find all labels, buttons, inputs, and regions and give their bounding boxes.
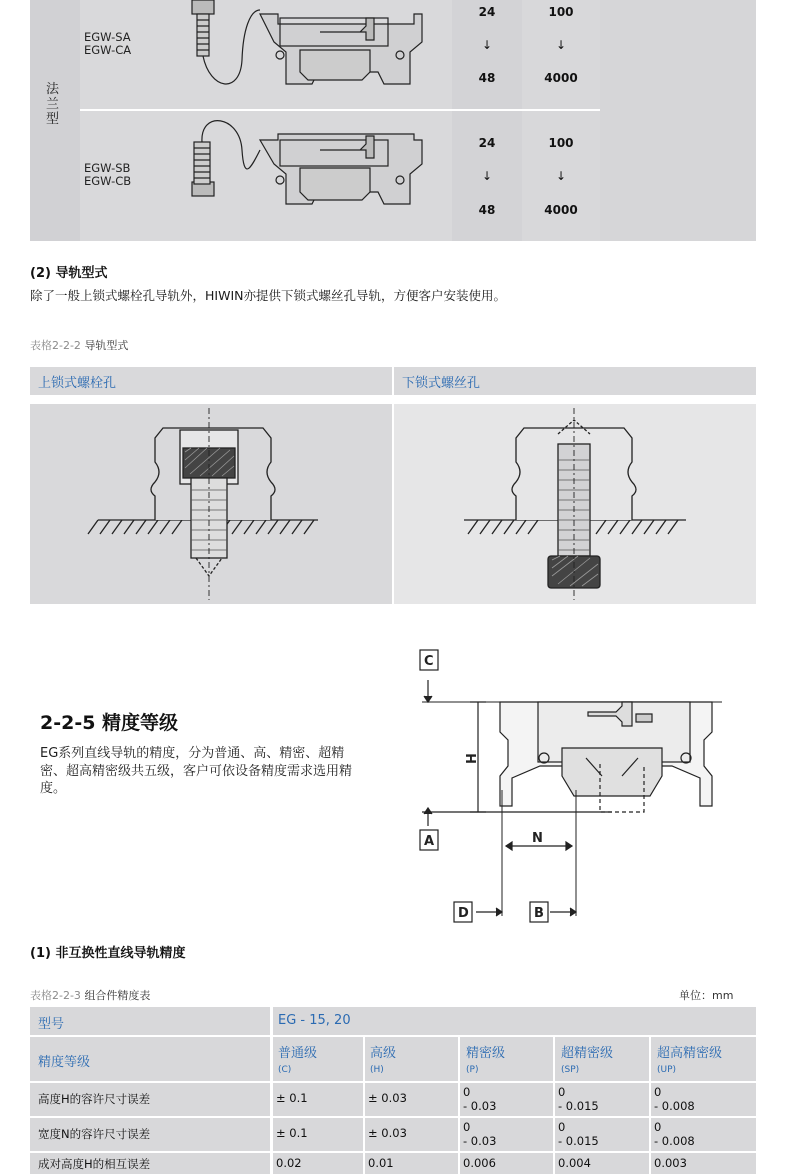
cell-value: 0 - 0.008	[654, 1085, 695, 1113]
grade-code: (C)	[278, 1065, 292, 1075]
grade-name: 高级	[370, 1046, 397, 1061]
range-arrow: ↓	[555, 169, 567, 183]
model-value: EG - 15, 20	[278, 1013, 351, 1028]
diagram-label-h: H	[465, 753, 480, 764]
precision-section-title: 2-2-5 精度等级	[40, 712, 179, 734]
model-label: EGW-CA	[84, 43, 132, 57]
rail-type-description: 除了一般上锁式螺栓孔导轨外，HIWIN亦提供下锁式螺丝孔导轨，方便客户安装使用。	[30, 288, 506, 303]
flange-block-drawings	[180, 0, 440, 240]
column-divider	[553, 1037, 555, 1174]
rail-header-left-label: 上锁式螺栓孔	[38, 376, 117, 391]
grade-code: (SP)	[561, 1065, 580, 1075]
range-value: 4000	[544, 71, 578, 85]
range-arrow: ↓	[481, 169, 493, 183]
rail-header-right	[394, 367, 756, 395]
cell-value: 0.003	[654, 1156, 687, 1170]
range-value: 24	[478, 136, 496, 150]
caption-title: 导轨型式	[84, 339, 129, 352]
grade-name: 超高精密级	[657, 1046, 723, 1061]
diagram-label-b: B	[534, 906, 544, 921]
rail-header-right-label: 下锁式螺丝孔	[402, 376, 481, 391]
caption-number: 表格2-2-2	[30, 339, 81, 352]
rail-type-heading: (2) 导轨型式	[30, 266, 108, 281]
grade-name: 精密级	[466, 1046, 506, 1061]
cell-value: 0 - 0.03	[463, 1120, 497, 1148]
top-lock-rail-drawing	[30, 404, 392, 604]
rail-header-left	[30, 367, 392, 395]
grade-code: (H)	[370, 1065, 384, 1075]
range-arrow: ↓	[481, 38, 493, 52]
grade-name: 超精密级	[561, 1046, 614, 1061]
cell-value: 0 - 0.015	[558, 1120, 599, 1148]
grade-name: 普通级	[278, 1046, 318, 1061]
grade-header: 精度等级	[38, 1055, 91, 1070]
diagram-label-c: C	[424, 654, 434, 669]
column-divider	[649, 1037, 651, 1174]
cell-value: 0 - 0.008	[654, 1120, 695, 1148]
model-label: EGW-CB	[84, 174, 132, 188]
row-label: 宽度N的容许尺寸误差	[38, 1127, 151, 1141]
cell-value: 0 - 0.015	[558, 1085, 599, 1113]
grade-code: (UP)	[657, 1065, 677, 1075]
model-header: 型号	[38, 1017, 65, 1032]
diagram-label-n: N	[532, 831, 543, 846]
model-label: EGW-SB	[84, 161, 131, 175]
table-row	[30, 1007, 756, 1035]
column-divider	[270, 1007, 273, 1174]
cell-value: ± 0.1	[276, 1126, 308, 1140]
unit-label: 单位：mm	[679, 989, 734, 1002]
cell-value: ± 0.03	[368, 1126, 407, 1140]
precision-dimension-diagram	[410, 640, 730, 935]
column-divider	[458, 1037, 460, 1174]
top-lock-rail-image	[30, 404, 392, 604]
flange-type-label: 法兰型	[46, 82, 60, 127]
cell-value: 0.004	[558, 1156, 591, 1170]
cell-value: 0 - 0.03	[463, 1085, 497, 1113]
range-value: 48	[478, 203, 496, 217]
caption-number: 表格2-2-3	[30, 989, 81, 1002]
model-label: EGW-SA	[84, 30, 131, 44]
column-divider	[363, 1037, 365, 1174]
accuracy-table-caption	[30, 987, 150, 1003]
accuracy-heading: (1) 非互换性直线导轨精度	[30, 946, 186, 961]
range-arrow: ↓	[555, 38, 567, 52]
precision-section-description: EG系列直线导轨的精度，分为普通、高、精密、超精密、超高精密级共五级，客户可依设备精度需求选用精度。	[40, 746, 353, 796]
diagram-label-a: A	[424, 834, 435, 849]
grade-code: (P)	[466, 1065, 479, 1075]
cell-value: 0.02	[276, 1156, 302, 1170]
bottom-lock-rail-image	[394, 404, 756, 604]
row-label: 成对高度H的相互误差	[38, 1157, 151, 1171]
row-label: 高度H的容许尺寸误差	[38, 1092, 151, 1106]
cell-value: 0.006	[463, 1156, 496, 1170]
cell-value: 0.01	[368, 1156, 394, 1170]
caption-title: 组合件精度表	[84, 989, 151, 1002]
range-value: 48	[478, 71, 496, 85]
cell-value: ± 0.1	[276, 1091, 308, 1105]
cell-value: ± 0.03	[368, 1091, 407, 1105]
range-value: 100	[548, 5, 574, 19]
diagram-label-d: D	[458, 906, 469, 921]
bottom-lock-rail-drawing	[394, 404, 756, 604]
range-value: 4000	[544, 203, 578, 217]
rail-table-caption	[30, 337, 128, 353]
range-value: 24	[478, 5, 496, 19]
range-value: 100	[548, 136, 574, 150]
